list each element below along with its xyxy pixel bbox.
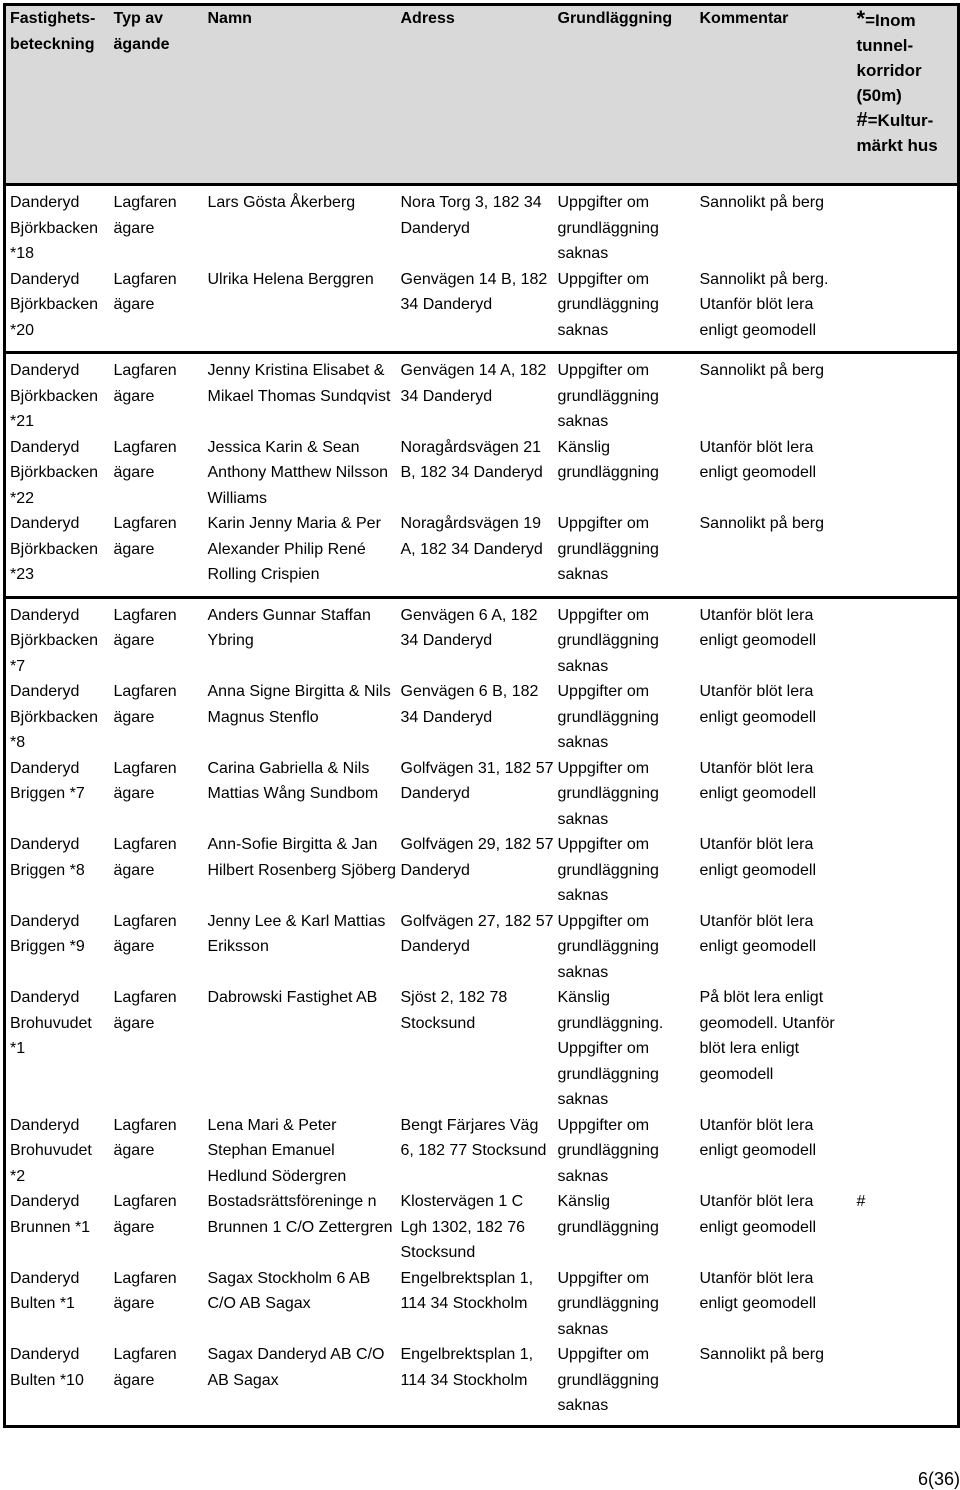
cell-fastighet: Danderyd Björkbacken *7: [10, 606, 99, 675]
cell-typ: Lagfaren ägare: [113, 1116, 177, 1159]
property-table: [3, 3, 960, 1428]
cell-grundlaggning: Känslig grundläggning: [557, 438, 659, 481]
cell-adress: Noragårdsvägen 19 A, 182 34 Danderyd: [397, 511, 554, 597]
cell-adress: Bengt Färjares Väg 6, 182 77 Stocksund: [400, 1116, 547, 1159]
cell-kommentar: Sannolikt på berg: [696, 511, 853, 597]
cell-kommentar: Utanför blöt lera enligt geomodell: [699, 683, 817, 726]
cell-typ: Lagfaren ägare: [113, 989, 177, 1032]
cell-adress: Sjöst 2, 182 78 Stocksund: [400, 989, 508, 1032]
cell-kommentar: Sannolikt på berg: [696, 1342, 853, 1426]
legend-star-text: =Inom tunnel-korridor (50m): [856, 11, 922, 105]
cell-namn: Sagax Stockholm 6 AB C/O AB Sagax: [207, 1269, 371, 1312]
table-row: [5, 435, 959, 512]
cell-kommentar: Utanför blöt lera enligt geomodell: [699, 1116, 817, 1159]
cell-fastighet: Danderyd Björkbacken *8: [10, 683, 99, 751]
cell-grundlaggning: Känslig grundläggning: [557, 1193, 659, 1236]
legend-tunnel: [857, 6, 958, 108]
cell-namn: Karin Jenny Maria & Per Alexander Philip René Rolling Crispien: [204, 511, 397, 597]
cell-adress: Genvägen 6 A, 182 34 Danderyd: [400, 606, 538, 649]
cell-adress: Noragårdsvägen 21 B, 182 34 Danderyd: [400, 438, 543, 481]
table-row: [5, 679, 959, 756]
cell-kommentar: På blöt lera enligt geomodell. Utanför blöt lera enligt geomodell: [699, 989, 835, 1083]
cell-typ: Lagfaren ägare: [113, 362, 177, 405]
cell-namn: Jessica Karin & Sean Anthony Matthew Nilsson Williams: [207, 438, 389, 507]
header-row: [5, 5, 959, 185]
cell-mark: [853, 909, 959, 986]
cell-adress: Golfvägen 31, 182 57 Danderyd: [400, 759, 554, 802]
cell-grundlaggning: Uppgifter om grundläggning saknas: [557, 1116, 659, 1185]
cell-adress: Genvägen 6 B, 182 34 Danderyd: [400, 683, 539, 726]
cell-namn: Jenny Kristina Elisabet & Mikael Thomas Sundqvist: [207, 362, 391, 405]
cell-grundlaggning: Uppgifter om grundläggning saknas: [557, 1269, 659, 1338]
cell-mark: [853, 353, 959, 435]
cell-fastighet: Danderyd Björkbacken *20: [5, 267, 110, 353]
cell-kommentar: Sannolikt på berg. Utanför blöt lera enligt geomodell: [696, 267, 853, 353]
cell-adress: Engelbrektsplan 1, 114 34 Stockholm: [397, 1342, 554, 1426]
cell-namn: Ann-Sofie Birgitta & Jan Hilbert Rosenberg Sjöberg: [207, 836, 397, 879]
table-row: [5, 185, 959, 267]
header-typ-av-agande: Typ av ägande: [110, 5, 204, 185]
legend-hash-text: =Kultur-märkt hus: [856, 111, 938, 155]
cell-namn: Sagax Danderyd AB C/O AB Sagax: [204, 1342, 397, 1426]
cell-typ: Lagfaren ägare: [113, 438, 177, 481]
cell-kommentar: Sannolikt på berg: [699, 194, 825, 211]
table-row: [5, 1342, 959, 1426]
cell-mark: [853, 832, 959, 909]
cell-fastighet: Danderyd Briggen *8: [10, 836, 85, 879]
cell-mark: [853, 511, 959, 597]
cell-namn: Carina Gabriella & Nils Mattias Wång Sundbom: [207, 759, 379, 802]
cell-grundlaggning: Uppgifter om grundläggning saknas: [557, 836, 659, 904]
cell-kommentar: Sannolikt på berg: [699, 362, 825, 379]
cell-grundlaggning: Uppgifter om grundläggning saknas: [554, 511, 696, 597]
cell-grundlaggning: Uppgifter om grundläggning saknas: [557, 759, 659, 828]
cell-typ: Lagfaren ägare: [113, 606, 177, 649]
header-grundlaggning: Grundläggning: [554, 5, 696, 185]
cell-adress: Nora Torg 3, 182 34 Danderyd: [400, 194, 542, 237]
header-adress: Adress: [397, 5, 554, 185]
legend-hash-symbol: #: [856, 109, 868, 131]
cell-typ: Lagfaren ägare: [110, 267, 204, 353]
cell-mark: [853, 985, 959, 1113]
cell-namn: Lena Mari & Peter Stephan Emanuel Hedlund Södergren: [207, 1116, 347, 1185]
cell-kommentar: Utanför blöt lera enligt geomodell: [699, 1193, 817, 1236]
cell-typ: Lagfaren ägare: [110, 511, 204, 597]
cell-kommentar: Utanför blöt lera enligt geomodell: [699, 438, 817, 481]
cell-typ: Lagfaren ägare: [113, 759, 177, 802]
cell-adress: Genvägen 14 A, 182 34 Danderyd: [400, 362, 547, 405]
cell-mark: [853, 267, 959, 353]
cell-mark: [853, 1266, 959, 1343]
cell-grundlaggning: Uppgifter om grundläggning saknas: [554, 1342, 696, 1426]
cell-typ: Lagfaren ägare: [113, 683, 177, 726]
cell-grundlaggning: Uppgifter om grundläggning saknas: [557, 362, 659, 430]
cell-grundlaggning: Uppgifter om grundläggning saknas: [557, 606, 659, 675]
cell-typ: Lagfaren ägare: [113, 1193, 177, 1236]
cell-namn: Lars Gösta Åkerberg: [207, 194, 356, 211]
cell-grundlaggning: Uppgifter om grundläggning saknas: [557, 912, 659, 981]
cell-grundlaggning: Uppgifter om grundläggning saknas: [557, 683, 659, 751]
cell-typ: Lagfaren ägare: [113, 1269, 177, 1312]
cell-typ: Lagfaren ägare: [113, 912, 177, 955]
header-fastighetsbeteckning: Fastighets-beteckning: [5, 5, 110, 185]
cell-mark: [853, 597, 959, 679]
cell-mark: [853, 1113, 959, 1190]
cell-fastighet: Danderyd Brunnen *1: [10, 1193, 91, 1236]
cell-grundlaggning: Uppgifter om grundläggning saknas: [557, 194, 659, 262]
table-row: [5, 511, 959, 597]
cell-namn: Dabrowski Fastighet AB: [207, 989, 378, 1006]
cell-namn: Ulrika Helena Berggren: [204, 267, 397, 353]
cell-typ: Lagfaren ägare: [110, 1342, 204, 1426]
cell-fastighet: Danderyd Brohuvudet *1: [10, 989, 92, 1057]
table-row: [5, 1266, 959, 1343]
table-row: [5, 353, 959, 435]
header-legend: [853, 5, 959, 185]
cell-fastighet: Danderyd Brohuvudet *2: [10, 1116, 92, 1185]
cell-adress: Klostervägen 1 C Lgh 1302, 182 76 Stocksund: [400, 1193, 526, 1261]
cell-kommentar: Utanför blöt lera enligt geomodell: [699, 912, 817, 955]
cell-namn: Bostadsrättsföreninge n Brunnen 1 C/O Zettergren: [207, 1193, 393, 1236]
cell-fastighet: Danderyd Björkbacken *23: [5, 511, 110, 597]
table-row: [5, 832, 959, 909]
header-kommentar: Kommentar: [696, 5, 853, 185]
table-row: [5, 267, 959, 353]
cell-mark: [853, 679, 959, 756]
cell-typ: Lagfaren ägare: [113, 836, 177, 879]
cell-fastighet: Danderyd Bulten *1: [10, 1269, 80, 1312]
register-sheet: [3, 3, 960, 1428]
table-row: [5, 985, 959, 1113]
cell-namn: Jenny Lee & Karl Mattias Eriksson: [207, 912, 386, 955]
cell-adress: Golfvägen 27, 182 57 Danderyd: [400, 912, 554, 955]
cell-namn: Anna Signe Birgitta & Nils Magnus Stenflo: [207, 683, 391, 726]
legend-star-symbol: *: [856, 6, 866, 31]
cell-kommentar: Utanför blöt lera enligt geomodell: [699, 836, 817, 879]
cell-mark-kulturmarkt: #: [856, 1193, 866, 1210]
cell-namn: Anders Gunnar Staffan Ybring: [207, 606, 371, 649]
cell-kommentar: Utanför blöt lera enligt geomodell: [699, 759, 817, 802]
cell-mark: [853, 435, 959, 512]
cell-fastighet: Danderyd Björkbacken *21: [10, 362, 99, 430]
cell-kommentar: Utanför blöt lera enligt geomodell: [699, 1269, 817, 1312]
cell-adress: Engelbrektsplan 1, 114 34 Stockholm: [400, 1269, 534, 1312]
cell-kommentar: Utanför blöt lera enligt geomodell: [699, 606, 817, 649]
table-row: [5, 909, 959, 986]
legend-kultur: [857, 108, 958, 158]
cell-typ: Lagfaren ägare: [113, 194, 177, 237]
page-number: 6(36): [917, 1469, 960, 1489]
cell-grundlaggning: Uppgifter om grundläggning saknas: [554, 267, 696, 353]
cell-fastighet: Danderyd Björkbacken *18: [10, 194, 99, 262]
cell-mark: [853, 1342, 959, 1426]
cell-adress: Golfvägen 29, 182 57 Danderyd: [400, 836, 554, 879]
cell-adress: Genvägen 14 B, 182 34 Danderyd: [397, 267, 554, 353]
header-namn: Namn: [204, 5, 397, 185]
table-row: [5, 597, 959, 679]
cell-mark: [853, 185, 959, 267]
cell-grundlaggning: Känslig grundläggning. Uppgifter om grundläggning saknas: [557, 989, 664, 1108]
table-row: [5, 1189, 959, 1266]
cell-mark: [853, 756, 959, 833]
cell-fastighet: Danderyd Briggen *7: [10, 759, 85, 802]
cell-fastighet: Danderyd Björkbacken *22: [10, 438, 99, 507]
table-row: [5, 1113, 959, 1190]
cell-fastighet: Danderyd Bulten *10: [5, 1342, 110, 1426]
table-row: [5, 756, 959, 833]
cell-fastighet: Danderyd Briggen *9: [10, 912, 85, 955]
